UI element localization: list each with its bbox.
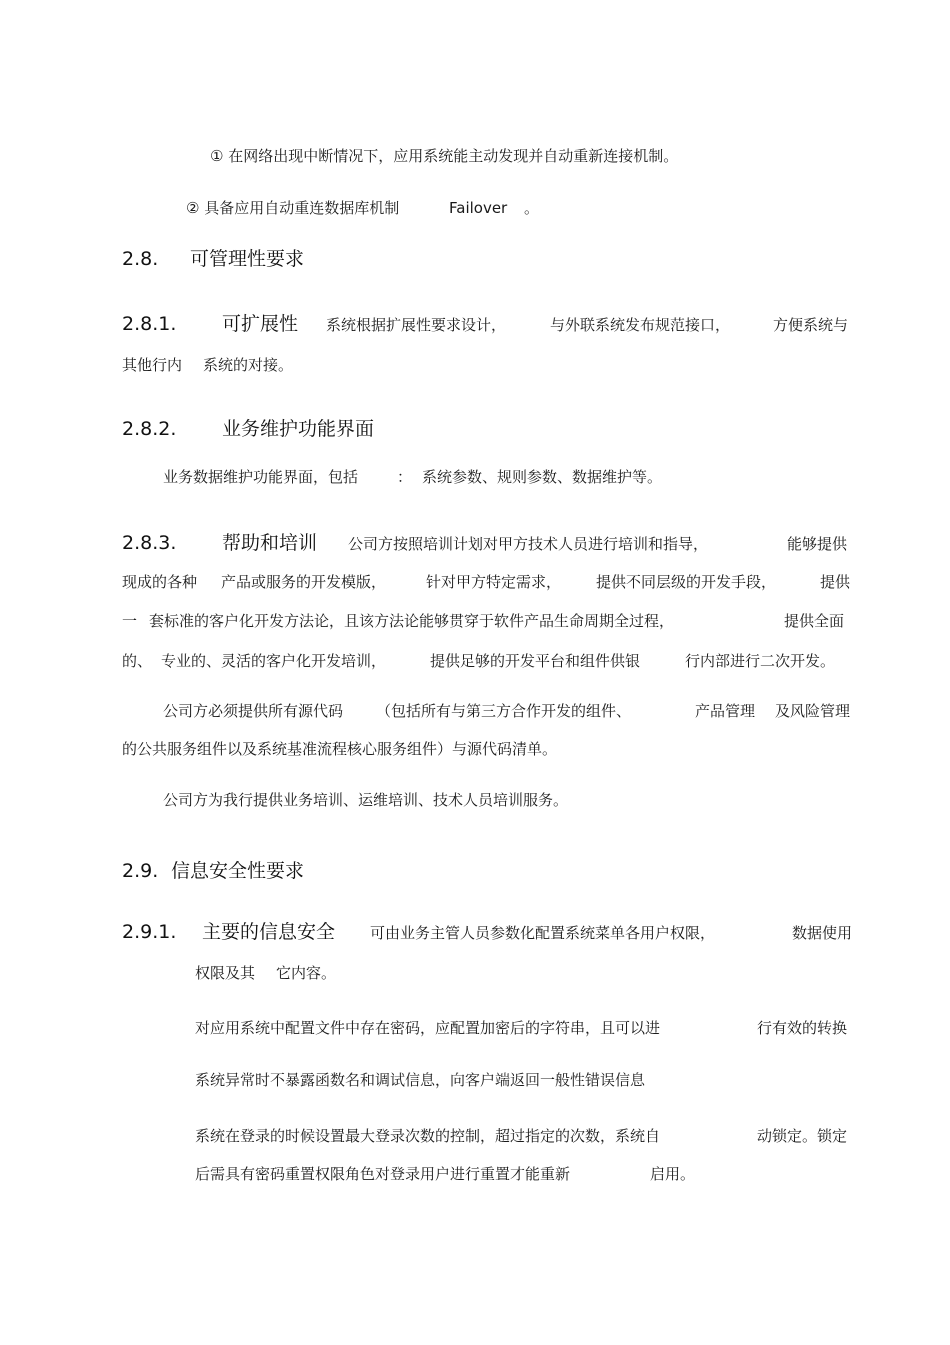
section-2-8-1-title: 可扩展性 — [222, 313, 299, 335]
paragraph-text: 专业的、灵活的客户化开发培训， — [161, 652, 387, 670]
paragraph-text: 提供足够的开发平台和组件供银 — [430, 652, 641, 670]
section-2-8-title: 可管理性要求 — [190, 248, 305, 270]
paragraph-text: 现成的各种 — [122, 573, 198, 591]
paragraph-text: （包括所有与第三方合作开发的组件、 — [376, 702, 632, 720]
section-2-8-2-title: 业务维护功能界面 — [222, 418, 375, 440]
sentence-end: 。 — [524, 199, 540, 217]
section-2-9-number: 2.9. — [122, 860, 159, 882]
paragraph-text: 产品或服务的开发模版， — [221, 573, 387, 591]
section-2-8-number: 2.8. — [122, 248, 159, 270]
paragraph-text: 能够提供 — [787, 535, 848, 553]
list-item-network-reconnect: ① 在网络出现中断情况下，应用系统能主动发现并自动重新连接机制。 — [210, 147, 679, 165]
paragraph-text: ： — [397, 468, 413, 486]
paragraph-text: 公司方为我行提供业务培训、运维培训、技术人员培训服务。 — [163, 791, 569, 809]
section-2-8-1-number: 2.8.1. — [122, 313, 177, 335]
paragraph-text: 的公共服务组件以及系统基准流程核心服务组件）与源代码清单。 — [122, 740, 558, 758]
paragraph-text: 可由业务主管人员参数化配置系统菜单各用户权限， — [370, 924, 716, 942]
section-2-9-1-title: 主要的信息安全 — [202, 921, 336, 943]
paragraph-text: 提供 — [820, 573, 851, 591]
paragraph-text: 其他行内 — [122, 356, 183, 374]
paragraph-text: 提供不同层级的开发手段， — [596, 573, 777, 591]
failover-term: Failover — [449, 199, 508, 217]
paragraph-text: 方便系统与 — [773, 316, 849, 334]
paragraph-text: 对应用系统中配置文件中存在密码，应配置加密后的字符串，且可以进 — [195, 1019, 661, 1037]
paragraph-text: 系统异常时不暴露函数名和调试信息，向客户端返回一般性错误信息 — [195, 1071, 646, 1089]
paragraph-text: 公司方必须提供所有源代码 — [163, 702, 344, 720]
paragraph-text: 系统根据扩展性要求设计， — [326, 316, 507, 334]
paragraph-text: 产品管理 — [695, 702, 756, 720]
section-2-9-1-number: 2.9.1. — [122, 921, 177, 943]
list-item-db-reconnect: ② 具备应用自动重连数据库机制 — [186, 199, 400, 217]
paragraph-text: 行有效的转换 — [757, 1019, 848, 1037]
paragraph-text: 一 — [122, 612, 138, 630]
section-2-8-2-number: 2.8.2. — [122, 418, 177, 440]
paragraph-text: 后需具有密码重置权限角色对登录用户进行重置才能重新 — [195, 1165, 571, 1183]
paragraph-text: 业务数据维护功能界面，包括 — [163, 468, 359, 486]
paragraph-text: 系统参数、规则参数、数据维护等。 — [422, 468, 663, 486]
paragraph-text: 启用。 — [650, 1165, 696, 1183]
paragraph-text: 它内容。 — [276, 964, 337, 982]
paragraph-text: 系统的对接。 — [203, 356, 294, 374]
paragraph-text: 权限及其 — [195, 964, 256, 982]
section-2-8-3-title: 帮助和培训 — [222, 532, 318, 554]
paragraph-text: 与外联系统发布规范接口， — [550, 316, 731, 334]
paragraph-text: 套标准的客户化开发方法论，且该方法论能够贯穿于软件产品生命周期全过程， — [149, 612, 675, 630]
paragraph-text: 公司方按照培训计划对甲方技术人员进行培训和指导， — [348, 535, 709, 553]
section-2-8-3-number: 2.8.3. — [122, 532, 177, 554]
paragraph-text: 行内部进行二次开发。 — [685, 652, 836, 670]
paragraph-text: 数据使用 — [792, 924, 853, 942]
paragraph-text: 提供全面 — [784, 612, 845, 630]
paragraph-text: 的、 — [122, 652, 153, 670]
paragraph-text: 系统在登录的时候设置最大登录次数的控制，超过指定的次数，系统自 — [195, 1127, 661, 1145]
section-2-9-title: 信息安全性要求 — [171, 860, 305, 882]
paragraph-text: 针对甲方特定需求， — [426, 573, 562, 591]
paragraph-text: 动锁定。锁定 — [757, 1127, 848, 1145]
paragraph-text: 及风险管理 — [775, 702, 851, 720]
